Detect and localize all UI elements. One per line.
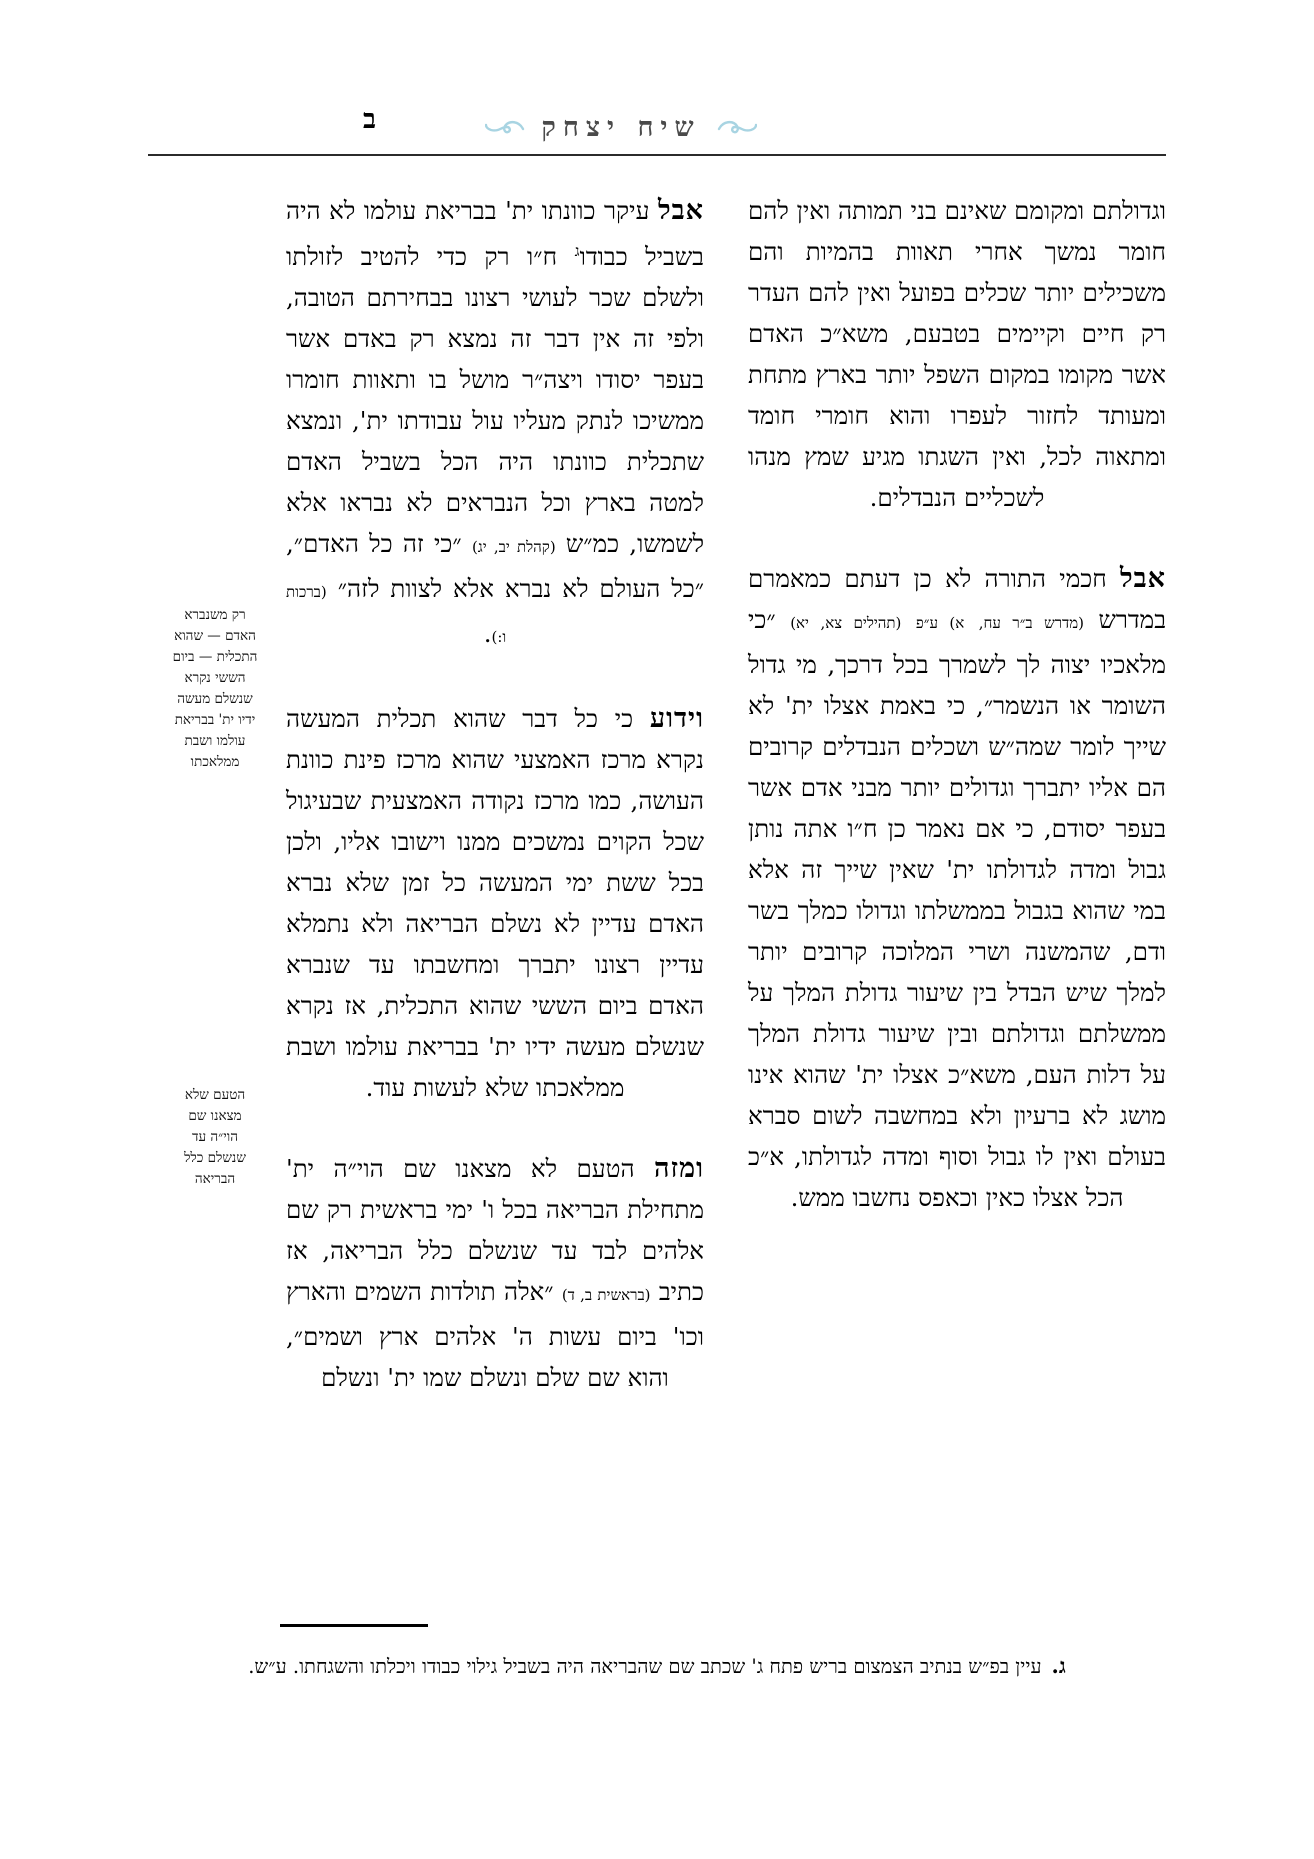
paragraph-spacer xyxy=(748,518,1166,558)
left-paragraph-3 xyxy=(286,1148,704,1398)
marginal-gloss-1 xyxy=(156,605,274,773)
gloss-line: הטעם שלא xyxy=(184,1087,246,1103)
left-paragraph-2 xyxy=(286,698,704,1108)
footnote-text: עיין בפ״ש בנתיב הצמצום בריש פתח ג' שכתב שם שהבריאה היה בשביל גילוי כבודו ויכלתו והשגחתו. ע״ש. xyxy=(248,1655,1042,1678)
right-paragraph-2-text-a: חכמי התורה לא כן דעתם כמאמרם במדרש xyxy=(748,564,1167,634)
left-paragraph-1-text-cont: ח״ו רק כדי להטיב לזולתו ולשלם שכר לעושי רצונו בבחירתם הטובה, ולפי זה אין דבר זה נמצא רק באדם אשר בעפר יסודו ויצה״ר מושל בו ותאוות חומרו ממשיכו לנתק מעליו עול עבודתו ית', ונמצא שתכלית כוונתו היה הכל בשביל האדם למטה בארץ וכל הנבראים לא נבראו אלא לשמשו, כמ״ש xyxy=(286,242,705,559)
paragraph-spacer xyxy=(286,658,704,698)
page-number: ב xyxy=(362,104,376,135)
text-columns xyxy=(148,190,1166,1570)
left-paragraph-2-lead: וידוע xyxy=(649,703,704,735)
header-row xyxy=(148,104,1166,150)
marginal-gloss-2 xyxy=(156,1085,274,1190)
right-paragraph-2-text-b: ״כי מלאכיו יצוה לך לשמרך בכל דרכך, מי גדול השומר או הנשמר״, כי באמת אצלו ית' לא שייך לומר שמה״ש ושכלים הנבדלים קרובים הם אליו יתברך וגדולים יותר מבני אדם אשר בעפר יסודם, כי אם נאמר כן ח״ו אתה נותן גבול ומדה לגדולתו ית' שאין שייך זה אלא במי שהוא בגבול בממשלתו וגדולו כמלך בשר ודם, שהמשנה ושרי המלוכה קרובים יותר למלך שיש הבדל בין שיעור גדולת המלך על ממשלתם וגדולתם ובין שיעור גדולת המלך על דלות העם, משא״כ אצלו ית' שהוא אינו מושג לא ברעיון ולא במחשבה לשום סברא בעולם ואין לו גבול וסוף ומדה לגדולתו, א״כ הכל אצלו כאין וכאפס נחשבו ממש. xyxy=(748,605,1166,1212)
right-paragraph-2-citation-a2: א) ע״פ xyxy=(915,614,965,632)
right-paragraph-2-citation-b: (תהילים צא, יא) xyxy=(790,614,902,632)
gloss-line: רק משנברא xyxy=(184,607,246,623)
left-paragraph-1 xyxy=(286,190,704,658)
left-paragraph-1-lead: אבל xyxy=(658,195,704,226)
header-divider xyxy=(148,154,1166,156)
gloss-line: האדם — שהוא xyxy=(174,628,256,644)
footnote-reference[interactable]: ג xyxy=(574,242,580,260)
left-paragraph-3-text: הטעם לא מצאנו שם הוי״ה ית' מתחילת הבריאה בכל ו' ימי בראשית רק שם אלהים לבד עד שנשלם כלל הבריאה, אז כתיב xyxy=(286,1154,704,1307)
gloss-line: התכלית — ביום xyxy=(172,649,258,665)
footnote-marker: ג. xyxy=(1051,1653,1066,1678)
left-paragraph-1-text: עיקר כוונתו ית' בבריאת עולמו לא היה בשביל כבודו xyxy=(286,196,704,272)
paragraph-spacer xyxy=(286,1108,704,1148)
right-paragraph-1-text: וגדולתם ומקומם שאינם בני תמותה ואין להם חומר נמשך אחרי תאוות בהמיות והם משכילים יותר שכלים בפועל ואין להם העדר רק חיים וקיימים בטבעם, משא״כ האדם אשר מקומו במקום השפל יותר בארץ מתחת ומעותד לחזור לעפרו והוא חומרי חומד ומתאוה לכל, ואין השגתו מגיע שמץ מנהו לשכליים הנבדלים. xyxy=(748,196,1166,512)
gloss-line: ידיו ית' בבריאת xyxy=(174,712,256,728)
gloss-line: שנשלם כלל xyxy=(184,1150,246,1166)
header-title: שיח יצחק xyxy=(541,111,701,143)
gloss-line: ממלאכתו xyxy=(190,754,240,770)
right-paragraph-2-citation-a: (מדרש ב״ר עח, xyxy=(978,614,1085,632)
flourish-right-icon xyxy=(717,117,757,137)
gloss-line: הוי״ה עד xyxy=(191,1129,239,1145)
gloss-line: שנשלם מעשה xyxy=(177,691,253,707)
gloss-line: הששי נקרא xyxy=(184,670,246,686)
right-paragraph-2 xyxy=(748,558,1166,1218)
left-paragraph-3-text-cont: ״אלה תולדות השמים והארץ וכו' ביום עשות ה' אלהים ארץ ושמים״, והוא שם שלם ונשלם שמו ית' ונשלם xyxy=(286,1277,704,1393)
running-header xyxy=(148,104,1166,166)
left-paragraph-1-citation-2: (ברכות ו:) xyxy=(286,583,507,647)
gloss-line: מצאנו שם xyxy=(188,1108,242,1124)
left-paragraph-1-text-final: . xyxy=(483,619,492,649)
left-paragraph-1-citation-1: (קהלת יב, יג) xyxy=(471,538,556,557)
left-paragraph-2-text: כי כל דבר שהוא תכלית המעשה נקרא מרכז האמצעי שהוא מרכז פינת כוונת העושה, כמו מרכז נקודה האמצעית שבעיגול שכל הקוים נמשכים ממנו וישובו אליו, ולכן בכל ששת ימי המעשה כל זמן שלא נברא האדם עדיין לא נשלם הבריאה ולא נתמלא עדיין רצונו יתברך ומחשבתו עד שנברא האדם ביום הששי שהוא התכלית, אז נקרא שנשלם מעשה ידיו ית' בבריאת עולמו ושבת ממלאכתו שלא לעשות עוד. xyxy=(286,704,704,1103)
left-paragraph-3-lead: ומזה xyxy=(654,1153,704,1185)
gloss-line: הבריאה xyxy=(194,1171,236,1187)
footnote-area xyxy=(148,1624,1166,1774)
column-left xyxy=(172,190,705,1570)
footnote-entry xyxy=(148,1648,1166,1685)
column-right xyxy=(748,190,1166,1570)
left-paragraph-1-text-end: ״כי זה כל האדם״, ״כל העולם לא נברא אלא לצוות לזה״ xyxy=(286,529,704,604)
left-paragraph-3-citation-1: (בראשית ב, ד) xyxy=(561,1286,651,1305)
flourish-left-icon xyxy=(485,117,525,137)
right-paragraph-1 xyxy=(748,190,1166,518)
right-paragraph-2-lead: אבל xyxy=(1120,563,1166,594)
footnote-divider xyxy=(280,1624,428,1627)
gloss-line: עולמו ושבת xyxy=(184,733,246,749)
header-title-group xyxy=(485,112,756,143)
